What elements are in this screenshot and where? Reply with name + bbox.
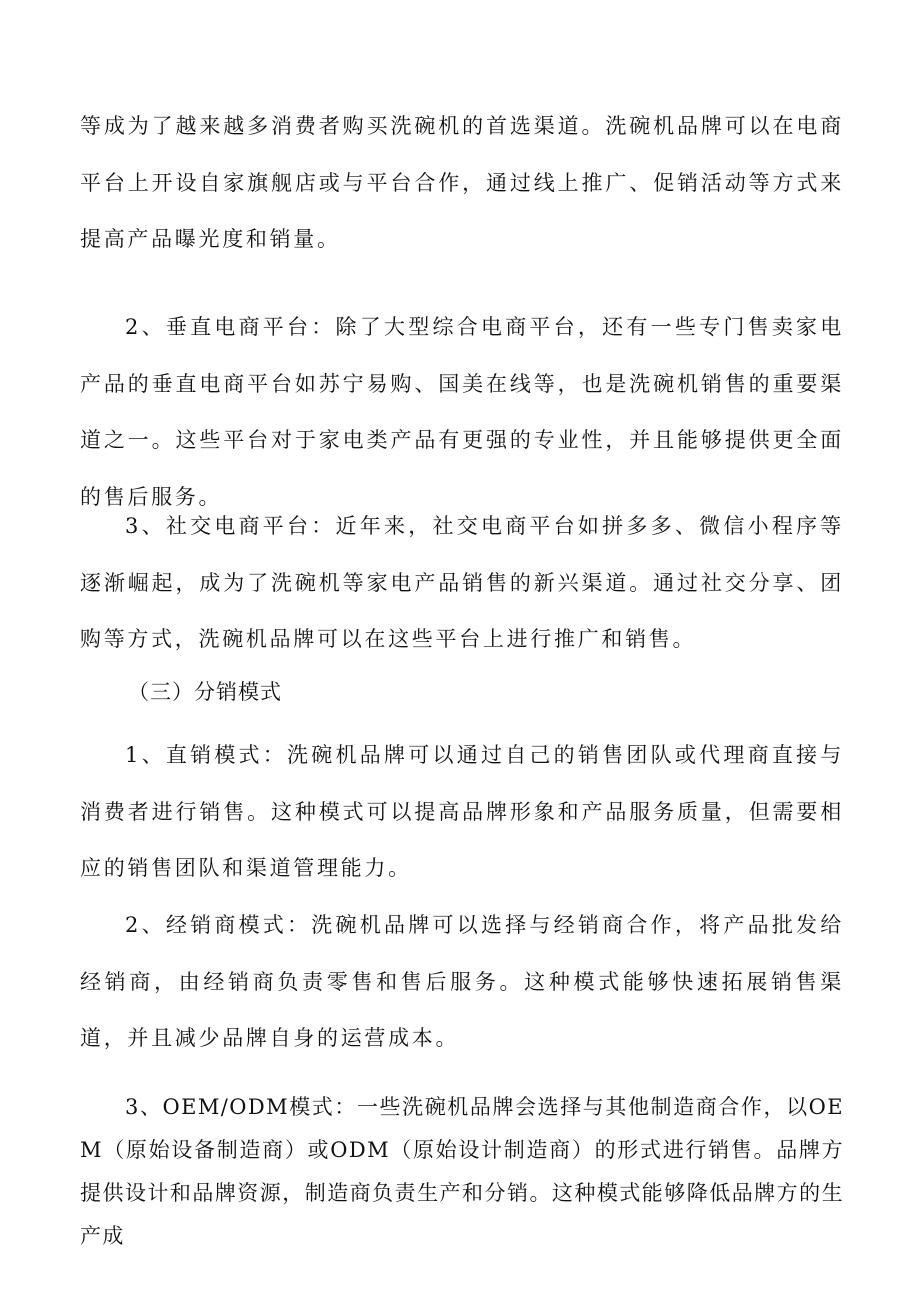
section-heading-distribution-model: （三）分销模式: [128, 680, 282, 704]
paragraph-vertical-ecommerce: 2、垂直电商平台：除了大型综合电商平台，还有一些专门售卖家电产品的垂直电商平台如苏宁易购、国美在线等，也是洗碗机销售的重要渠道之一。这些平台对于家电类产品有更强的专业性，并且能够提供更全面的售后服务。: [80, 315, 844, 509]
paragraph-social-ecommerce: 3、社交电商平台：近年来，社交电商平台如拼多多、微信小程序等逐渐崛起，成为了洗碗机等家电产品销售的新兴渠道。通过社交分享、团购等方式，洗碗机品牌可以在这些平台上进行推广和销售。: [80, 514, 844, 651]
paragraph-ecommerce-continuation: 等成为了越来越多消费者购买洗碗机的首选渠道。洗碗机品牌可以在电商平台上开设自家旗舰店或与平台合作，通过线上推广、促销活动等方式来提高产品曝光度和销量。: [80, 114, 844, 251]
paragraph-direct-sales: 1、直销模式：洗碗机品牌可以通过自己的销售团队或代理商直接与消费者进行销售。这种模式可以提高品牌形象和产品服务质量，但需要相应的销售团队和渠道管理能力。: [80, 743, 844, 880]
paragraph-distributor-model: 2、经销商模式：洗碗机品牌可以选择与经销商合作，将产品批发给经销商，由经销商负责零售和售后服务。这种模式能够快速拓展销售渠道，并且减少品牌自身的运营成本。: [80, 913, 844, 1050]
paragraph-oem-odm-model: 3、OEM/ODM模式：一些洗碗机品牌会选择与其他制造商合作，以OEM（原始设备制造商）或ODM（原始设计制造商）的形式进行销售。品牌方提供设计和品牌资源，制造商负责生产和分销。这种模式能够降低品牌方的生产成: [80, 1095, 844, 1248]
